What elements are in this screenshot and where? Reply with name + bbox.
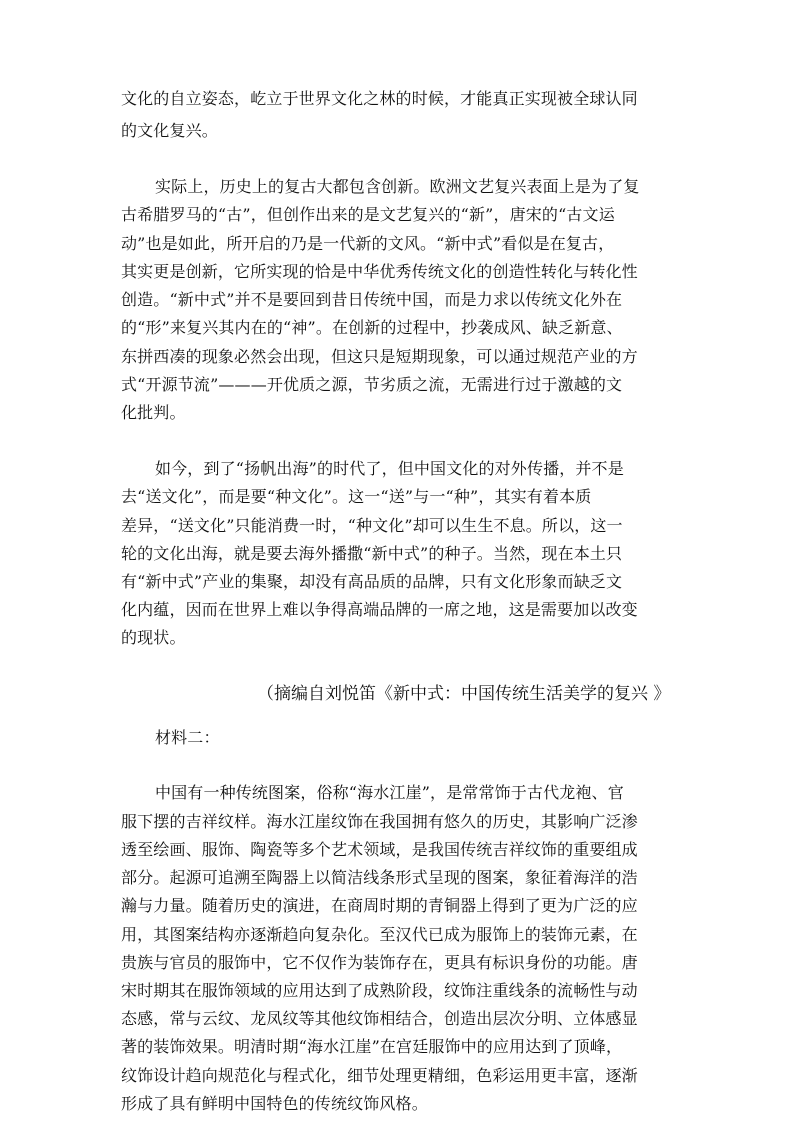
paragraph-4-line-12: 形成了具有鲜明中国特色的传统纹饰风格。	[121, 1094, 428, 1113]
paragraph-3-line-4: 轮的文化出海，就是要去海外播撒“新中式”的种子。当然，现在本土只	[121, 544, 623, 563]
material-two-heading: 材料二：	[155, 728, 220, 747]
paragraph-4-line-10: 著的装饰效果。明清时期“海水江崖”在宫廷服饰中的应用达到了顶峰，	[121, 1037, 623, 1056]
paragraph-3-line-5: 有“新中式”产业的集聚，却没有高品质的品牌，只有文化形象而缺乏文	[121, 572, 623, 591]
paragraph-4-line-2: 服下摆的吉祥纹样。海水江崖纹饰在我国拥有悠久的历史，其影响广泛渗	[121, 812, 638, 831]
paragraph-2-line-4: 其实更是创新，它所实现的恰是中华优秀传统文化的创造性转化与转化性	[121, 262, 638, 281]
paragraph-2-line-8: 式“开源节流”———开优质之源，节劣质之流，无需进行过于激越的文	[121, 375, 623, 394]
paragraph-4-line-8: 宋时期其在服饰领域的应用达到了成熟阶段，纹饰注重线条的流畅性与动	[121, 981, 638, 1000]
paragraph-3-line-6: 化内蕴，因而在世界上难以争得高端品牌的一席之地，这是需要加以改变	[121, 600, 638, 619]
paragraph-2-line-9: 化批判。	[121, 403, 186, 422]
paragraph-4-line-11: 纹饰设计趋向规范化与程式化，细节处理更精细，色彩运用更丰富，逐渐	[121, 1066, 638, 1085]
paragraph-4-line-3: 透至绘画、服饰、陶瓷等多个艺术领域，是我国传统吉祥纹饰的重要组成	[121, 840, 638, 859]
paragraph-2-line-6: 的“形”来复兴其内在的“神”。在创新的过程中，抄袭成风、缺乏新意、	[121, 318, 623, 337]
paragraph-1-line-1: 文化的自立姿态，屹立于世界文化之林的时候，才能真正实现被全球认同	[121, 89, 638, 108]
paragraph-4-line-4: 部分。起源可追溯至陶器上以简洁线条形式呈现的图案，象征着海洋的浩	[121, 868, 638, 887]
paragraph-4-line-6: 用，其图案结构亦逐渐趋向复杂化。至汉代已成为服饰上的装饰元素，在	[121, 925, 638, 944]
paragraph-4-line-5: 瀚与力量。随着历史的演进，在商周时期的青铜器上得到了更为广泛的应	[121, 896, 638, 915]
paragraph-3-line-7: 的现状。	[121, 628, 186, 647]
paragraph-3-line-2: 去“送文化”，而是要“种文化”。这一“送”与一“种”，其实有着本质	[121, 487, 592, 506]
paragraph-2-line-2: 古希腊罗马的“古”，但创作出来的是文艺复兴的“新”，唐宋的“古文运	[121, 205, 615, 224]
paragraph-1-line-2: 的文化复兴。	[121, 121, 218, 140]
source-citation: （摘编自刘悦笛《新中式：中国传统生活美学的复兴 》	[257, 684, 671, 704]
paragraph-3-line-3: 差异，“送文化”只能消费一时，“种文化”却可以生生不息。所以，这一	[121, 516, 623, 535]
paragraph-2-line-7: 东拼西凑的现象必然会出现，但这只是短期现象，可以通过规范产业的方	[121, 347, 638, 366]
paragraph-2-line-1: 实际上，历史上的复古大都包含创新。欧洲文艺复兴表面上是为了复	[155, 177, 640, 196]
paragraph-4-line-7: 贵族与官员的服饰中，它不仅作为装饰存在，更具有标识身份的功能。唐	[121, 953, 638, 972]
paragraph-3-line-1: 如今，到了“扬帆出海”的时代了，但中国文化的对外传播，并不是	[155, 459, 624, 478]
paragraph-4-line-9: 态感，常与云纹、龙凤纹等其他纹饰相结合，创造出层次分明、立体感显	[121, 1009, 638, 1028]
paragraph-4-line-1: 中国有一种传统图案，俗称“海水江崖”，是常常饰于古代龙袍、官	[155, 783, 624, 802]
paragraph-2-line-3: 动”也是如此，所开启的乃是一代新的文风。“新中式”看似是在复古，	[121, 234, 615, 253]
paragraph-2-line-5: 创造。“新中式”并不是要回到昔日传统中国，而是力求以传统文化外在	[121, 290, 623, 309]
